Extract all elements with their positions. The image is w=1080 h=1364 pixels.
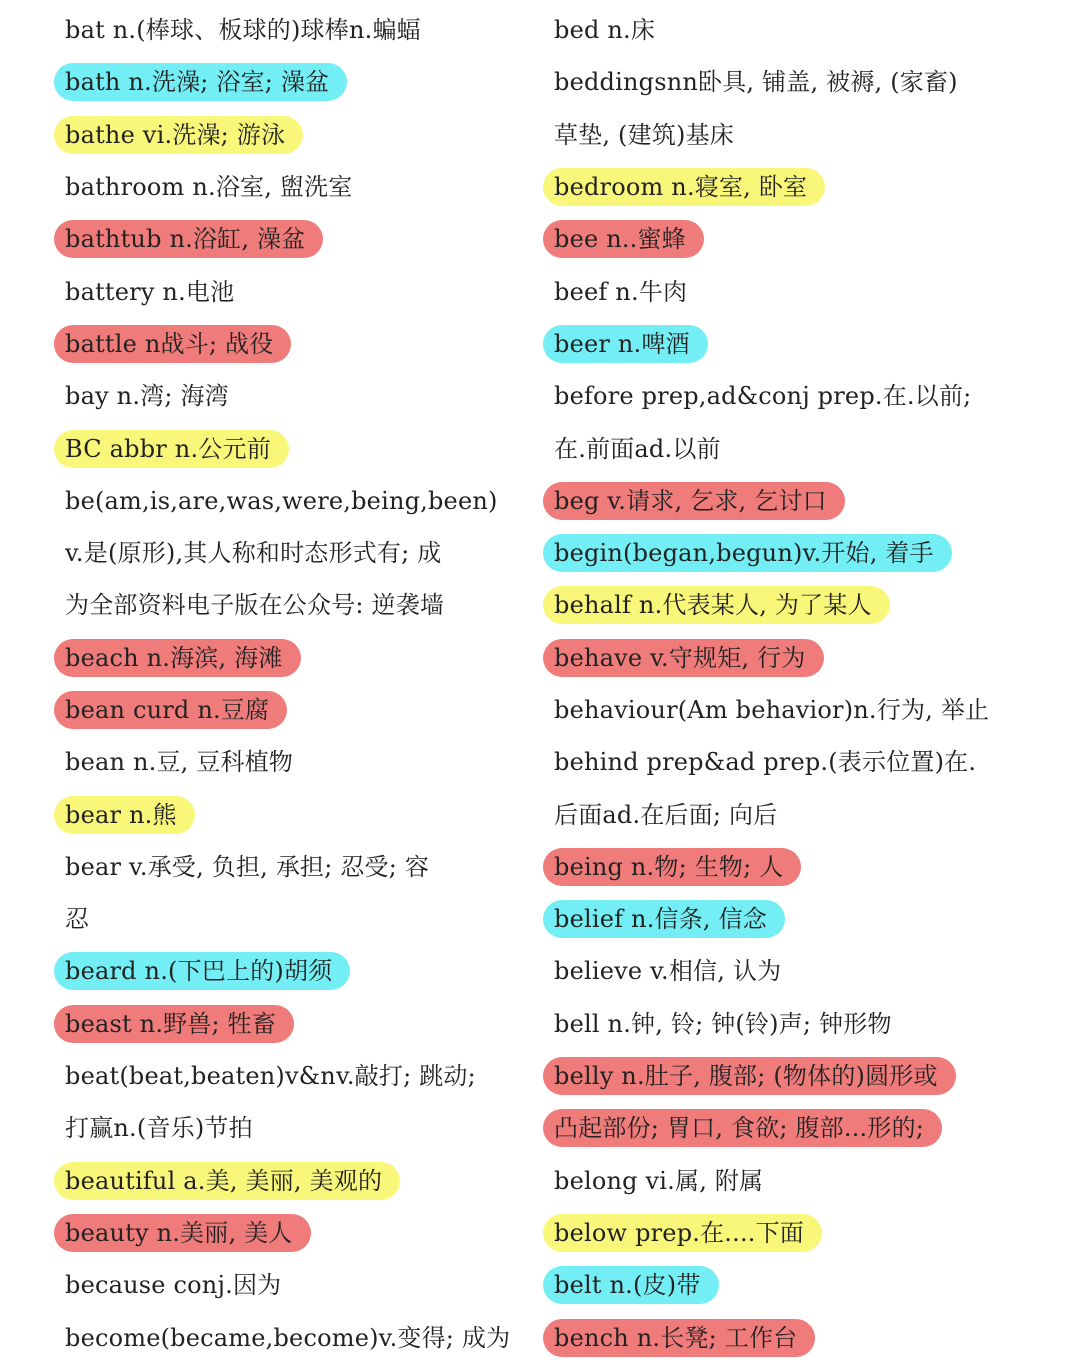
- vocab-text: bathroom n.浴室, 盥洗室: [65, 173, 353, 202]
- left-vocab-entry: [54, 1050, 524, 1102]
- right-vocab-entry: [543, 841, 1043, 893]
- left-vocab-entry: [54, 1259, 524, 1311]
- left-vocab-entry: [54, 422, 524, 474]
- highlighted-vocab-text: 凸起部份; 胃口, 食欲; 腹部...形的;: [543, 1109, 942, 1147]
- right-word-column: [543, 4, 1043, 1364]
- highlighted-vocab-text: below prep.在....下面: [543, 1214, 822, 1252]
- vocab-text: v.是(原形),其人称和时态形式有; 成: [65, 539, 442, 568]
- left-vocab-entry: [54, 1155, 524, 1207]
- left-vocab-entry: [54, 1207, 524, 1259]
- highlighted-vocab-text: beautiful a.美, 美丽, 美观的: [54, 1162, 400, 1200]
- highlighted-vocab-text: bath n.洗澡; 浴室; 澡盆: [54, 63, 347, 101]
- left-vocab-entry: [54, 109, 524, 161]
- right-vocab-entry: [543, 684, 1043, 736]
- vocab-text: beat(beat,beaten)v&nv.敲打; 跳动;: [65, 1062, 476, 1091]
- highlighted-vocab-text: bedroom n.寝室, 卧室: [543, 168, 825, 206]
- highlighted-vocab-text: beer n.啤酒: [543, 325, 708, 363]
- right-vocab-entry: [543, 527, 1043, 579]
- highlighted-vocab-text: behalf n.代表某人, 为了某人: [543, 586, 890, 624]
- vocab-text: belong vi.属, 附属: [554, 1166, 764, 1195]
- right-vocab-entry: [543, 318, 1043, 370]
- left-vocab-entry: [54, 1102, 524, 1154]
- vocab-text: bean n.豆, 豆科植物: [65, 748, 294, 777]
- vocab-text: behaviour(Am behavior)n.行为, 举止: [554, 696, 990, 724]
- vocab-text: bear v.承受, 负担, 承担; 忍受; 容: [65, 852, 430, 881]
- left-vocab-entry: [54, 56, 524, 108]
- vocab-text: 后面ad.在后面; 向后: [554, 800, 778, 829]
- left-vocab-entry: [54, 998, 524, 1050]
- right-vocab-entry: [543, 1259, 1043, 1311]
- vocab-text: 忍: [65, 905, 90, 934]
- right-vocab-entry: [543, 632, 1043, 684]
- highlighted-vocab-text: belly n.肚子, 腹部; (物体的)圆形或: [543, 1057, 956, 1095]
- vocab-text: battery n.电池: [65, 277, 235, 306]
- left-vocab-entry: [54, 841, 524, 893]
- vocab-text: 草垫, (建筑)基床: [554, 120, 734, 149]
- right-vocab-entry: [543, 475, 1043, 527]
- right-vocab-entry: [543, 945, 1043, 997]
- right-vocab-entry: [543, 736, 1043, 788]
- vocab-text: beef n.牛肉: [554, 277, 688, 306]
- left-vocab-entry: [54, 4, 524, 56]
- left-word-column: [54, 4, 524, 1364]
- highlighted-vocab-text: BC abbr n.公元前: [54, 430, 289, 468]
- highlighted-vocab-text: bear n.熊: [54, 796, 195, 834]
- right-vocab-entry: [543, 4, 1043, 56]
- vocab-text: because conj.因为: [65, 1271, 282, 1300]
- right-vocab-entry: [543, 1050, 1043, 1102]
- right-vocab-entry: [543, 893, 1043, 945]
- highlighted-vocab-text: being n.物; 生物; 人: [543, 848, 801, 886]
- vocab-text: bell n.钟, 铃; 钟(铃)声; 钟形物: [554, 1009, 892, 1038]
- vocab-text: be(am,is,are,was,were,being,been): [65, 486, 498, 515]
- right-vocab-entry: [543, 109, 1043, 161]
- right-vocab-entry: [543, 161, 1043, 213]
- right-vocab-entry: [543, 998, 1043, 1050]
- right-vocab-entry: [543, 265, 1043, 317]
- vocab-text: 为全部资料电子版在公众号: 逆袭墙: [65, 591, 445, 620]
- highlighted-vocab-text: bathe vi.洗澡; 游泳: [54, 116, 303, 154]
- right-vocab-entry: [543, 788, 1043, 840]
- right-vocab-entry: [543, 1311, 1043, 1363]
- vocab-text: bed n.床: [554, 16, 656, 45]
- vocab-text: behind prep&ad prep.(表示位置)在.: [554, 748, 977, 777]
- left-vocab-entry: [54, 527, 524, 579]
- vocab-text: become(became,become)v.变得; 成为: [65, 1323, 511, 1352]
- highlighted-vocab-text: beach n.海滨, 海滩: [54, 639, 301, 677]
- highlighted-vocab-text: belief n.信条, 信念: [543, 900, 785, 938]
- highlighted-vocab-text: battle n战斗; 战役: [54, 325, 291, 363]
- right-vocab-entry: [543, 579, 1043, 631]
- vocab-text: beddingsnn卧具, 铺盖, 被褥, (家畜): [554, 68, 958, 97]
- left-vocab-entry: [54, 318, 524, 370]
- vocab-text: 打赢n.(音乐)节拍: [65, 1114, 253, 1143]
- left-vocab-entry: [54, 213, 524, 265]
- vocab-text: 在.前面ad.以前: [554, 434, 721, 463]
- right-vocab-entry: [543, 1102, 1043, 1154]
- vocab-text: believe v.相信, 认为: [554, 957, 782, 986]
- right-vocab-entry: [543, 56, 1043, 108]
- highlighted-vocab-text: beg v.请求, 乞求, 乞讨口: [543, 482, 845, 520]
- left-vocab-entry: [54, 893, 524, 945]
- right-vocab-entry: [543, 1155, 1043, 1207]
- highlighted-vocab-text: bee n..蜜蜂: [543, 220, 704, 258]
- highlighted-vocab-text: behave v.守规矩, 行为: [543, 639, 824, 677]
- right-vocab-entry: [543, 1207, 1043, 1259]
- right-vocab-entry: [543, 422, 1043, 474]
- highlighted-vocab-text: beast n.野兽; 牲畜: [54, 1005, 294, 1043]
- left-vocab-entry: [54, 265, 524, 317]
- highlighted-vocab-text: bench n.长凳; 工作台: [543, 1319, 815, 1357]
- left-vocab-entry: [54, 161, 524, 213]
- highlighted-vocab-text: beard n.(下巴上的)胡须: [54, 952, 350, 990]
- highlighted-vocab-text: belt n.(皮)带: [543, 1266, 719, 1304]
- highlighted-vocab-text: begin(began,begun)v.开始, 着手: [543, 534, 952, 572]
- highlighted-vocab-text: bathtub n.浴缸, 澡盆: [54, 220, 323, 258]
- right-vocab-entry: [543, 370, 1043, 422]
- left-vocab-entry: [54, 475, 524, 527]
- highlighted-vocab-text: beauty n.美丽, 美人: [54, 1214, 311, 1252]
- left-vocab-entry: [54, 684, 524, 736]
- vocab-text: bay n.湾; 海湾: [65, 382, 229, 411]
- left-vocab-entry: [54, 788, 524, 840]
- left-vocab-entry: [54, 945, 524, 997]
- left-vocab-entry: [54, 632, 524, 684]
- highlighted-vocab-text: bean curd n.豆腐: [54, 691, 287, 729]
- left-vocab-entry: [54, 1311, 524, 1363]
- left-vocab-entry: [54, 579, 524, 631]
- vocab-text: before prep,ad&conj prep.在.以前;: [554, 382, 972, 411]
- left-vocab-entry: [54, 736, 524, 788]
- left-vocab-entry: [54, 370, 524, 422]
- right-vocab-entry: [543, 213, 1043, 265]
- vocab-text: bat n.(棒球、板球的)球棒n.蝙蝠: [65, 16, 421, 45]
